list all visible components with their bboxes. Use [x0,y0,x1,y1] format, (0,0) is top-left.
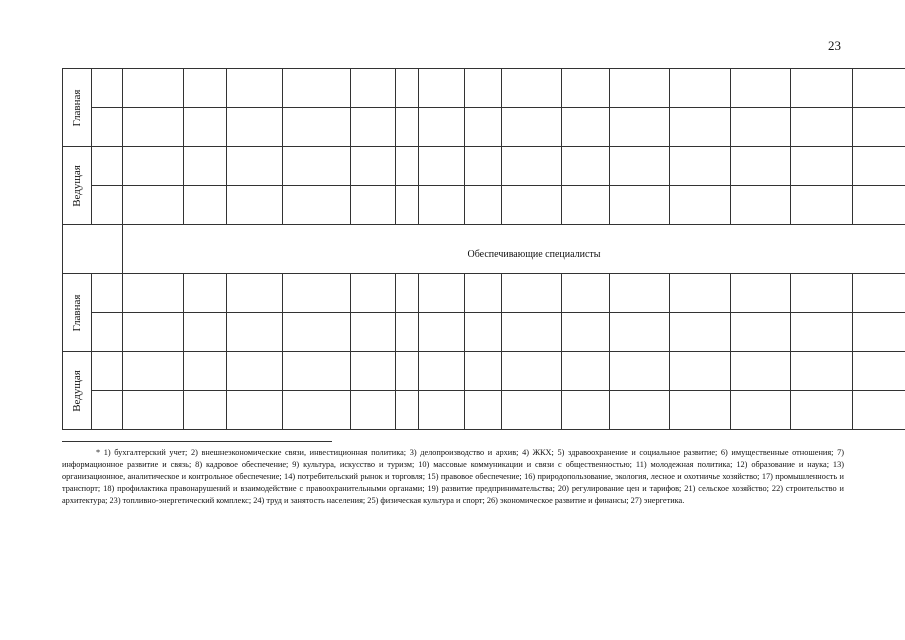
table-cell [502,274,562,313]
group-label-cell [63,352,92,430]
table-cell [670,391,731,430]
table-cell [465,313,502,352]
table-cell [670,313,731,352]
page-number: 23 [828,38,841,53]
table-cell [853,352,905,391]
table-cell [853,313,905,352]
table-cell [92,69,123,108]
table-cell [184,147,227,186]
table-cell [184,274,227,313]
table-cell [502,147,562,186]
table-row [63,147,905,186]
table-cell [465,274,502,313]
table-row [63,313,905,352]
table-cell [351,69,396,108]
table-cell [731,186,791,225]
table-cell [791,313,853,352]
table-cell [670,186,731,225]
table-cell [227,274,283,313]
table-cell [283,391,351,430]
table-cell [853,391,905,430]
table-cell [731,274,791,313]
table-cell [465,391,502,430]
table-cell [610,108,670,147]
table-cell [853,147,905,186]
footnote: * 1) бухгалтерский учет; 2) внешнеэкономические связи, инвестиционная политика; 3) делопроизводство и архив; 4) ЖКХ; 5) здравоохранение и социальное развитие; 6) имущественные отношения; 7) информационное развитие и связь; 8) кадровое обеспечение; 9) культура, искусство и туризм; 10) массовые коммуникации и связи с общественностью; 11) молодежная политика; 12) образование и наука; 13) организационное, аналитическое и контрольное обеспечение; 14) потребительский рынок и торговля; 15) правовое обеспечение; 16) природопользование, экология, лесное и охотничье хозяйство; 17) промышленность и транспорт; 18) профилактика правонарушений и взаимодействие с правоохранительными органами; 19) развитие предпринимательства; 20) регулирование цен и тарифов; 21) сельское хозяйство; 22) строительство и архитектура; 23) топливно-энергетический комплекс; 24) труд и занятость населения; 25) физическая культура и спорт; 26) экономическое развитие и финансы; 27) энергетика. [62,448,844,505]
table-cell [351,391,396,430]
table-cell [465,352,502,391]
specialists-table [62,68,905,430]
table-cell [227,391,283,430]
table-cell [92,108,123,147]
table-cell [731,391,791,430]
table-cell [670,274,731,313]
table-cell [731,69,791,108]
table-cell [92,313,123,352]
table-cell [92,274,123,313]
table-cell [184,352,227,391]
table-cell [396,108,419,147]
support-row-blank [63,225,123,274]
table-row [63,274,905,313]
table-cell [184,391,227,430]
table-cell [227,108,283,147]
table-cell [465,108,502,147]
support-row [63,225,905,274]
table-cell [670,147,731,186]
table-cell [283,352,351,391]
table-cell [670,69,731,108]
table-cell [562,69,610,108]
table-cell [502,313,562,352]
table-cell [351,186,396,225]
table-cell [502,391,562,430]
table-row [63,69,905,108]
table-cell [502,352,562,391]
table-cell [791,69,853,108]
table-cell [123,108,184,147]
group-label: Главная [71,294,83,331]
table-cell [123,274,184,313]
group-label-cell [63,147,92,225]
table-cell [670,108,731,147]
table-cell [227,147,283,186]
table-cell [184,313,227,352]
table-cell [351,313,396,352]
group-label-cell [63,274,92,352]
table-cell [731,108,791,147]
table-cell [610,274,670,313]
table-cell [396,352,419,391]
table-cell [562,313,610,352]
table-cell [92,186,123,225]
table-cell [791,274,853,313]
table-cell [419,147,465,186]
table-cell [731,147,791,186]
table-cell [791,352,853,391]
table-cell [283,147,351,186]
table-cell [92,147,123,186]
table-cell [670,352,731,391]
table-cell [853,186,905,225]
table-cell [123,147,184,186]
table-cell [562,108,610,147]
table-cell [227,69,283,108]
support-row-label: Обеспечивающие специалисты [123,225,905,274]
table-cell [419,352,465,391]
table-cell [123,313,184,352]
table-cell [227,352,283,391]
table-cell [283,69,351,108]
table-cell [396,186,419,225]
table-cell [853,274,905,313]
table-cell [283,313,351,352]
table-cell [562,274,610,313]
table-cell [419,313,465,352]
table-cell [791,391,853,430]
table-cell [562,352,610,391]
table-cell [396,274,419,313]
table-row [63,391,905,430]
table-cell [610,391,670,430]
table-cell [396,147,419,186]
table-cell [610,147,670,186]
table-cell [502,186,562,225]
table-cell [227,313,283,352]
table-cell [610,313,670,352]
table-cell [227,186,283,225]
table-cell [351,108,396,147]
table-cell [562,391,610,430]
table-cell [465,147,502,186]
table-cell [351,147,396,186]
table-cell [184,186,227,225]
table-cell [562,186,610,225]
table-cell [419,108,465,147]
table-cell [184,108,227,147]
table-cell [562,147,610,186]
table-cell [283,108,351,147]
table-cell [396,391,419,430]
footnote-separator [62,441,332,442]
table-cell [396,69,419,108]
table-row [63,186,905,225]
table-row [63,108,905,147]
table-cell [465,69,502,108]
table-cell [419,274,465,313]
table-cell [184,69,227,108]
table-cell [502,69,562,108]
table-cell [791,147,853,186]
table-cell [419,391,465,430]
table-cell [610,352,670,391]
table-cell [731,313,791,352]
table-cell [502,108,562,147]
table-cell [791,186,853,225]
group-label: Ведущая [71,164,83,207]
table-cell [396,313,419,352]
table-cell [283,274,351,313]
table-cell [610,69,670,108]
table-cell [351,352,396,391]
table-cell [791,108,853,147]
group-label: Главная [71,89,83,126]
table-cell [853,108,905,147]
table-cell [351,274,396,313]
table-row [63,352,905,391]
table-cell [610,186,670,225]
table-cell [123,391,184,430]
table-cell [419,186,465,225]
table-cell [92,352,123,391]
group-label-cell [63,69,92,147]
table-cell [123,186,184,225]
table-cell [853,69,905,108]
table-cell [419,69,465,108]
table-cell [123,352,184,391]
table-cell [123,69,184,108]
table-cell [92,391,123,430]
group-label: Ведущая [71,369,83,412]
table-cell [283,186,351,225]
table-cell [465,186,502,225]
table-cell [731,352,791,391]
